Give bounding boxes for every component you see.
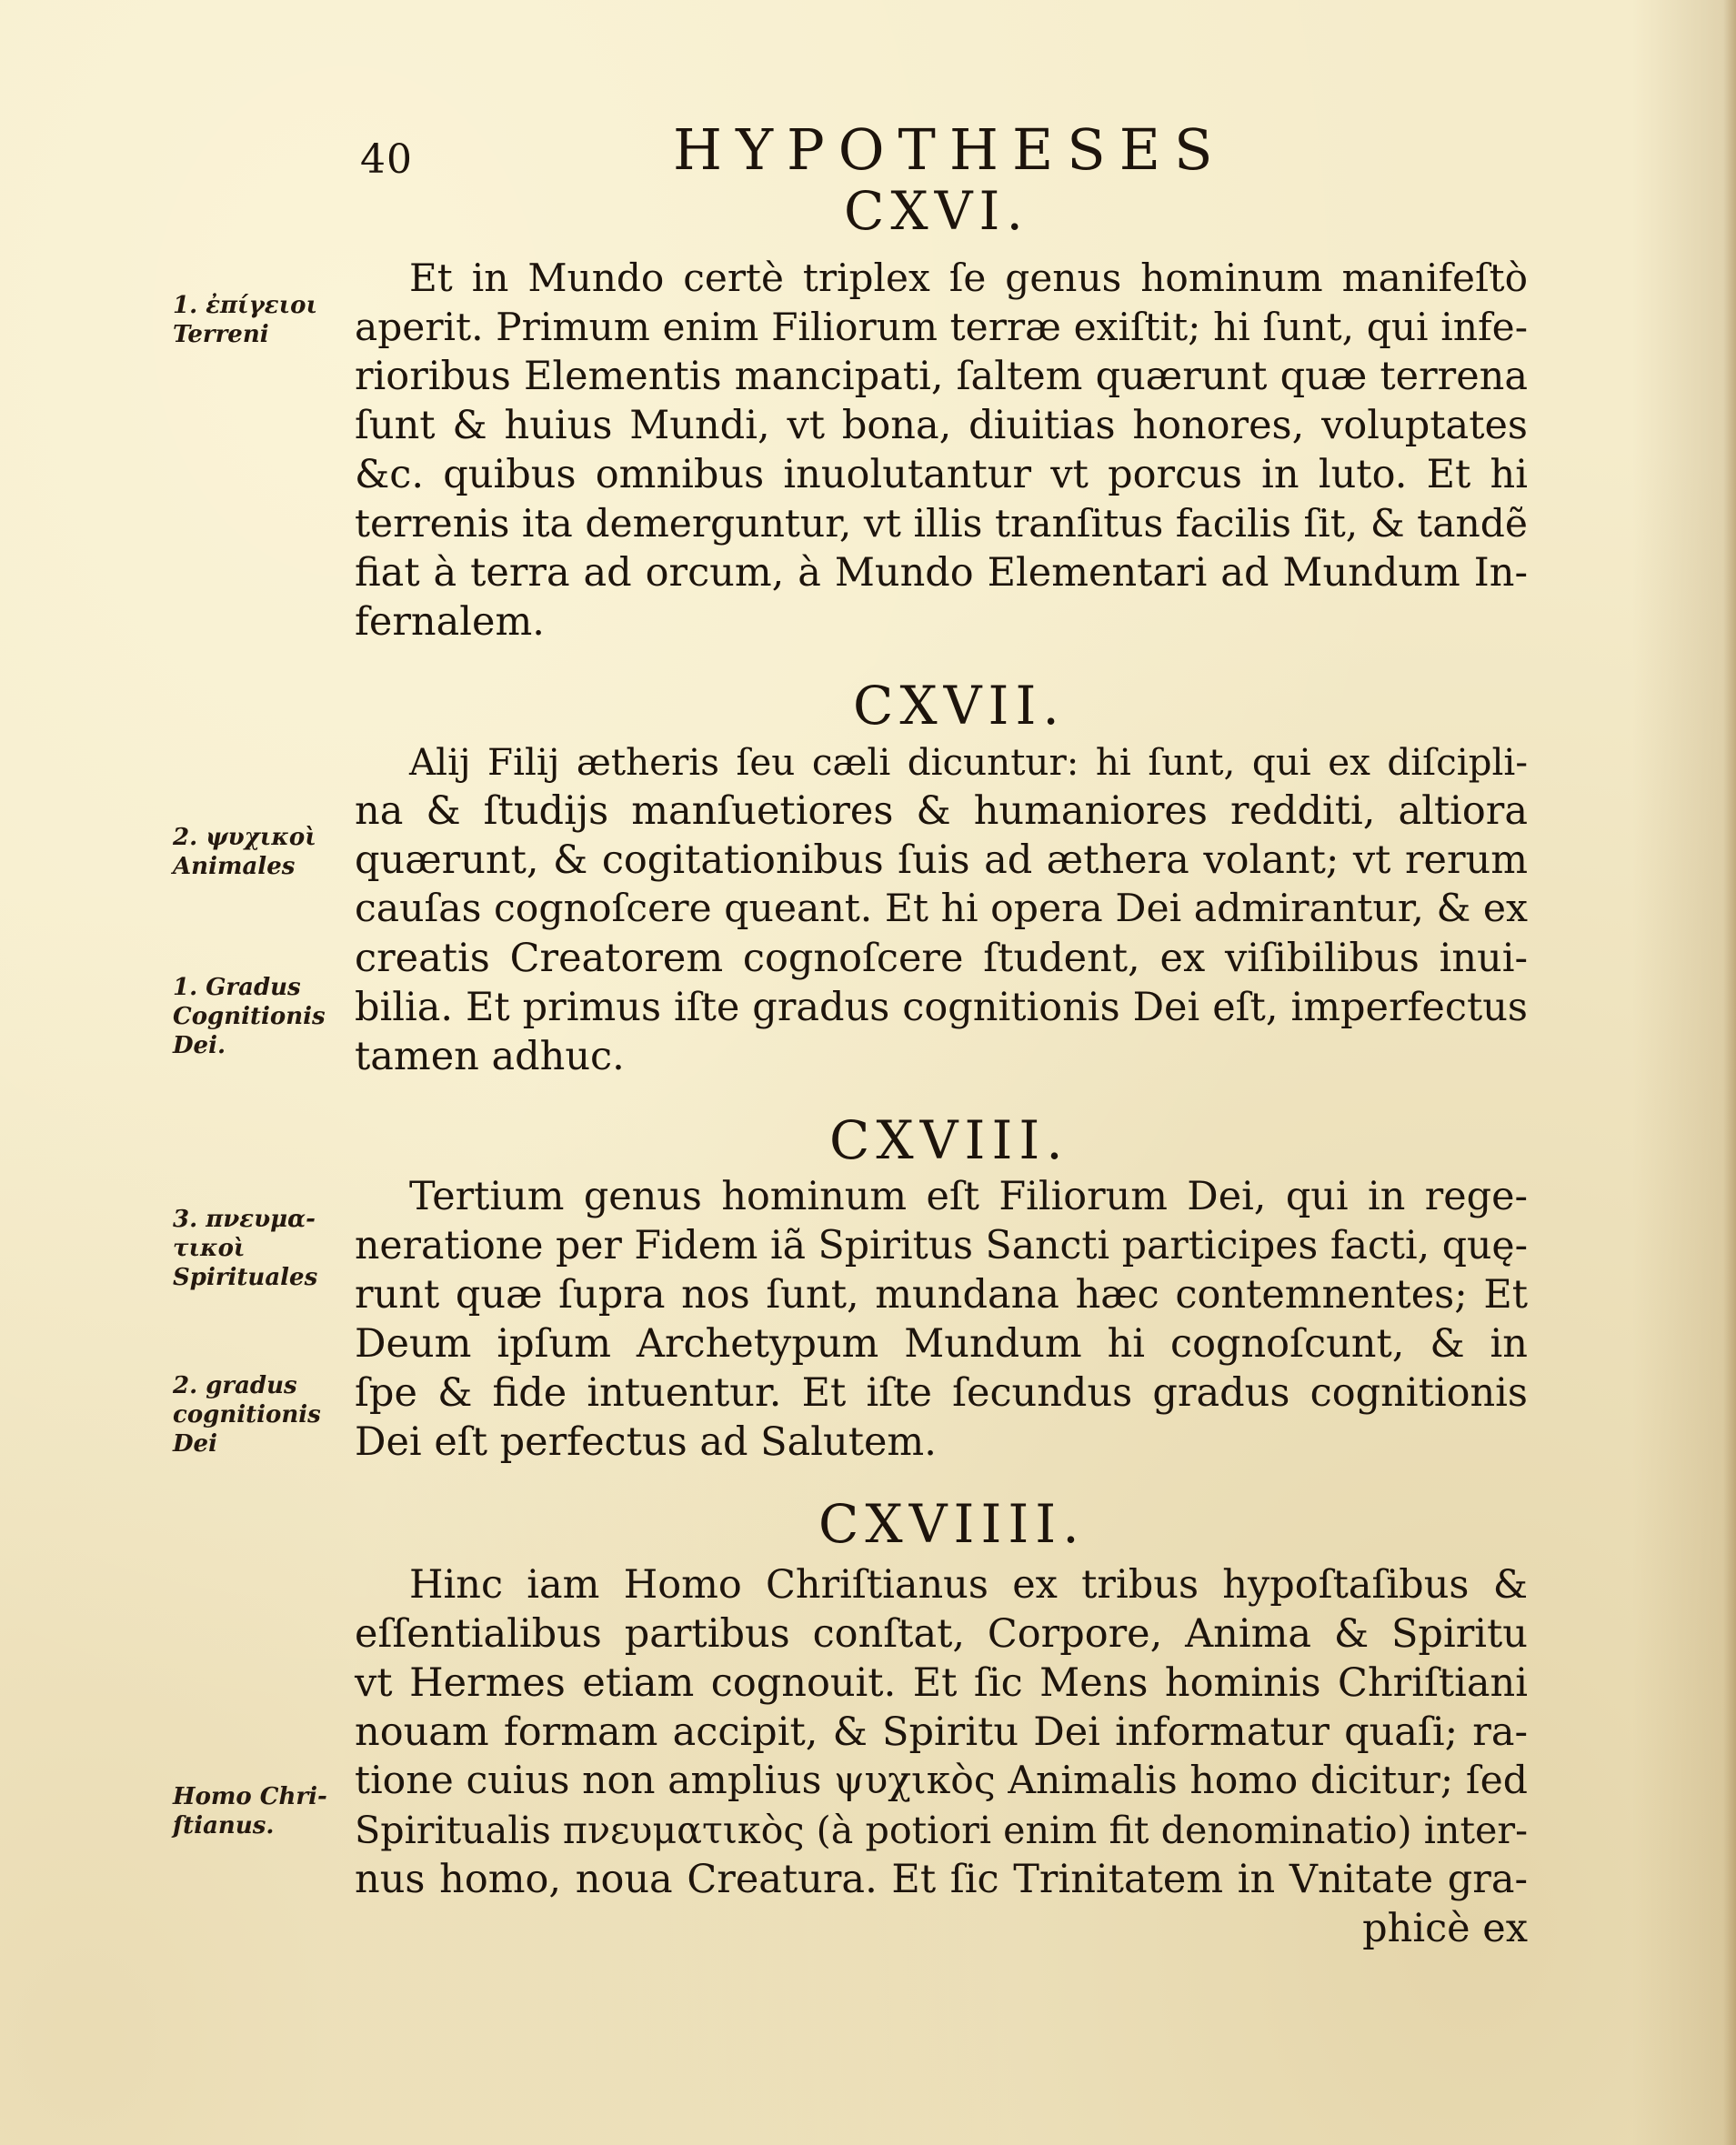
text-line: nouam formam accipit, & Spiritu Dei informatur quaſi; ra- (355, 1709, 1528, 1755)
text-line: terrenis ita demerguntur, vt illis tranſitus facilis ſit, & tandẽ (355, 501, 1528, 546)
text-line: neratione per Fidem iã Spiritus Sancti participes facti, quę- (355, 1223, 1528, 1268)
catchword: phicè ex (1362, 1906, 1528, 1951)
text-line: ſunt & huius Mundi, vt bona, diuitias honores, voluptates (355, 403, 1528, 448)
margin-note-line: Animales (173, 853, 296, 880)
text-line: vt Hermes etiam cognouit. Et ſic Mens hominis Chriſtiani (355, 1660, 1528, 1706)
section-text (355, 737, 1528, 1081)
margin-note-line: τικοὶ (173, 1235, 246, 1262)
margin-note-line: 3. πνευμα- (173, 1206, 316, 1233)
section-text (355, 1172, 1528, 1467)
page-edge-shadow (1723, 0, 1736, 2145)
section-heading: CXVIII. (829, 1109, 1069, 1171)
margin-note-line: cognitionis (173, 1401, 321, 1428)
text-line: rioribus Elementis mancipati, ſaltem quærunt quæ terrena (355, 354, 1528, 399)
section-text (355, 1560, 1528, 1953)
text-line: Dei eſt perfectus ad Salutem. (355, 1419, 937, 1465)
text-line: eſſentialibus partibus conſtat, Corpore, Anima & Spiritu (355, 1611, 1528, 1657)
margin-note-line: 1. Gradus (173, 974, 301, 1001)
text-line: creatis Creatorem cognoſcere ſtudent, ex viſibilibus inui- (355, 936, 1528, 981)
section-text (355, 254, 1528, 647)
text-line: fernalem. (355, 599, 545, 645)
margin-note-line: ſtianus. (173, 1812, 275, 1839)
margin-note (173, 1205, 317, 1292)
margin-note-line: Cognitionis (173, 1003, 326, 1030)
margin-note-line: Terreni (173, 321, 269, 348)
margin-note (173, 973, 326, 1060)
text-line: Hinc iam Homo Chriſtianus ex tribus hypoſtaſibus & (409, 1562, 1528, 1608)
text-line: na & ſtudijs manſuetiores & humaniores redditi, altiora (355, 788, 1528, 834)
page-number: 40 (360, 136, 413, 183)
text-line: &c. quibus omnibus inuolutantur vt porcus in luto. Et hi (355, 452, 1528, 497)
text-line: Tertium genus hominum eſt Filiorum Dei, qui in rege- (409, 1174, 1528, 1219)
margin-note (173, 823, 316, 881)
margin-note-line: Spirituales (173, 1264, 318, 1291)
section-heading: CXVII. (853, 675, 1066, 737)
text-line: fiat à terra ad orcum, à Mundo Elementari ad Mundum In- (355, 550, 1528, 596)
text-line: ſpe & fide intuentur. Et iſte ſecundus gradus cognitionis (355, 1370, 1528, 1416)
margin-note (173, 291, 317, 349)
running-head: HYPOTHESES (673, 116, 1227, 183)
text-line: Alij Filij ætheris ſeu cæli dicuntur: hi ſunt, qui ex diſcipli- (409, 740, 1528, 784)
margin-note-line: Dei (173, 1430, 217, 1458)
margin-note-line: Dei. (173, 1032, 226, 1059)
margin-note-line: 2. gradus (173, 1372, 297, 1399)
text-line: bilia. Et primus iſte gradus cognitionis Dei eſt, imperfectus (355, 985, 1528, 1030)
text-line: runt quæ ſupra nos ſunt, mundana hæc contemnentes; Et (355, 1272, 1528, 1318)
margin-note-line: Homo Chri- (173, 1783, 327, 1810)
text-line: tamen adhuc. (355, 1034, 625, 1079)
margin-note (173, 1782, 327, 1840)
margin-note (173, 1371, 321, 1458)
text-line: Deum ipſum Archetypum Mundum hi cognoſcunt, & in (355, 1321, 1528, 1367)
section-heading: CXVI. (844, 180, 1029, 242)
section-heading: CXVIIII. (818, 1493, 1086, 1555)
margin-note-line: 1. ἐπίγειοι (173, 292, 318, 319)
margin-note-line: 2. ψυχικοὶ (173, 824, 316, 851)
text-line: tione cuius non amplius ψυχικὸς Animalis homo dicitur; ſed (355, 1759, 1528, 1803)
text-line: quærunt, & cogitationibus ſuis ad æthera volant; vt rerum (355, 837, 1528, 883)
text-line: cauſas cognoſcere queant. Et hi opera Dei admirantur, & ex (355, 887, 1528, 931)
text-line: nus homo, noua Creatura. Et ſic Trinitatem in Vnitate gra- (355, 1857, 1528, 1902)
text-line: Et in Mundo certè triplex ſe genus hominum manifeſtò (409, 256, 1528, 300)
text-line: Spiritualis πνευματικὸς (à potiori enim fit denominatio) inter- (355, 1809, 1528, 1852)
text-line: aperit. Primum enim Filiorum terræ exiſtit; hi ſunt, qui infe- (355, 305, 1528, 349)
